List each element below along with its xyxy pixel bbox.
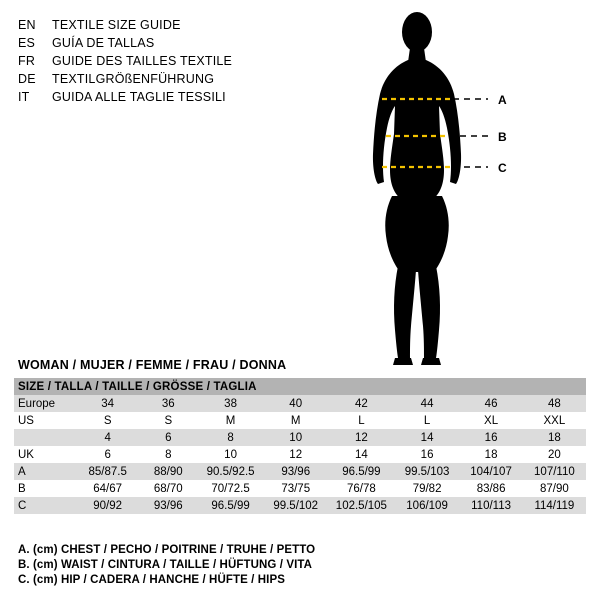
cell: 18 <box>459 446 522 463</box>
cell: 96.5/99 <box>328 463 395 480</box>
table-row <box>14 497 586 514</box>
language-title: TEXTILGRÖßENFÜHRUNG <box>52 72 215 86</box>
cell: 20 <box>523 446 586 463</box>
row-label: Europe <box>14 395 77 412</box>
legend-row-c: C. (cm) HIP / CADERA / HANCHE / HÜFTE / HIPS <box>18 574 286 586</box>
cell: 99.5/102 <box>263 497 328 514</box>
cell: 76/78 <box>328 480 395 497</box>
cell: 36 <box>139 395 198 412</box>
cell: 87/90 <box>523 480 586 497</box>
cell: 6 <box>77 446 139 463</box>
cell: 70/72.5 <box>198 480 264 497</box>
table-row <box>14 463 586 480</box>
cell: 64/67 <box>77 480 139 497</box>
legend-row-b: B. (cm) WAIST / CINTURA / TAILLE / HÜFTUNG / VITA <box>18 559 313 571</box>
cell: M <box>198 412 264 429</box>
cell: 85/87.5 <box>77 463 139 480</box>
cell: 73/75 <box>263 480 328 497</box>
cell: 38 <box>198 395 264 412</box>
cell: L <box>395 412 460 429</box>
language-row-it <box>18 88 318 106</box>
cell: 12 <box>328 429 395 446</box>
table-group-title: WOMAN / MUJER / FEMME / FRAU / DONNA <box>18 358 287 372</box>
cell: 96.5/99 <box>198 497 264 514</box>
measurement-legend <box>18 543 578 588</box>
cell: 114/119 <box>523 497 586 514</box>
table-header-label: SIZE / TALLA / TAILLE / GRÖSSE / TAGLIA <box>14 378 586 395</box>
measure-label-b: B <box>498 130 507 144</box>
cell: 18 <box>523 429 586 446</box>
cell: 93/96 <box>139 497 198 514</box>
cell: 10 <box>198 446 264 463</box>
language-code: DE <box>18 72 36 86</box>
language-title: GUIDA ALLE TAGLIE TESSILI <box>52 90 226 104</box>
row-label: C <box>14 497 77 514</box>
cell: L <box>328 412 395 429</box>
language-code: FR <box>18 54 36 68</box>
table-row <box>14 412 586 429</box>
table-row <box>14 395 586 412</box>
cell: XXL <box>523 412 586 429</box>
cell: 44 <box>395 395 460 412</box>
cell: 34 <box>77 395 139 412</box>
cell: 106/109 <box>395 497 460 514</box>
legend-row-a: A. (cm) CHEST / PECHO / POITRINE / TRUHE / PETTO <box>18 544 316 556</box>
language-row-en <box>18 16 318 34</box>
cell: 6 <box>139 429 198 446</box>
row-label: A <box>14 463 77 480</box>
cell: 90/92 <box>77 497 139 514</box>
cell: XL <box>459 412 522 429</box>
cell: M <box>263 412 328 429</box>
cell: 99.5/103 <box>395 463 460 480</box>
measure-label-c: C <box>498 161 507 175</box>
cell: 110/113 <box>459 497 522 514</box>
cell: 8 <box>139 446 198 463</box>
row-label: UK <box>14 446 77 463</box>
table-header-row <box>14 378 586 395</box>
row-label: B <box>14 480 77 497</box>
table-row <box>14 429 586 446</box>
language-title: GUÍA DE TALLAS <box>52 36 155 50</box>
cell: 40 <box>263 395 328 412</box>
cell: 79/82 <box>395 480 460 497</box>
language-title: TEXTILE SIZE GUIDE <box>52 18 181 32</box>
cell: 88/90 <box>139 463 198 480</box>
row-label <box>14 429 77 446</box>
language-row-es <box>18 34 318 52</box>
cell: 12 <box>263 446 328 463</box>
cell: 14 <box>395 429 460 446</box>
language-code: IT <box>18 90 30 104</box>
cell: 90.5/92.5 <box>198 463 264 480</box>
body-figure <box>340 8 590 373</box>
cell: 102.5/105 <box>328 497 395 514</box>
cell: 16 <box>395 446 460 463</box>
language-list <box>18 16 318 106</box>
table-row <box>14 446 586 463</box>
measure-label-a: A <box>498 93 507 107</box>
cell: 16 <box>459 429 522 446</box>
cell: 68/70 <box>139 480 198 497</box>
cell: S <box>139 412 198 429</box>
size-table <box>14 378 586 514</box>
cell: 10 <box>263 429 328 446</box>
cell: 4 <box>77 429 139 446</box>
row-label: US <box>14 412 77 429</box>
language-row-de <box>18 70 318 88</box>
table-row <box>14 480 586 497</box>
language-code: ES <box>18 36 36 50</box>
language-code: EN <box>18 18 36 32</box>
cell: 83/86 <box>459 480 522 497</box>
language-title: GUIDE DES TAILLES TEXTILE <box>52 54 233 68</box>
cell: 8 <box>198 429 264 446</box>
cell: 104/107 <box>459 463 522 480</box>
cell: 42 <box>328 395 395 412</box>
cell: 93/96 <box>263 463 328 480</box>
cell: S <box>77 412 139 429</box>
cell: 107/110 <box>523 463 586 480</box>
cell: 46 <box>459 395 522 412</box>
woman-silhouette-icon <box>340 8 590 373</box>
cell: 48 <box>523 395 586 412</box>
cell: 14 <box>328 446 395 463</box>
language-row-fr <box>18 52 318 70</box>
